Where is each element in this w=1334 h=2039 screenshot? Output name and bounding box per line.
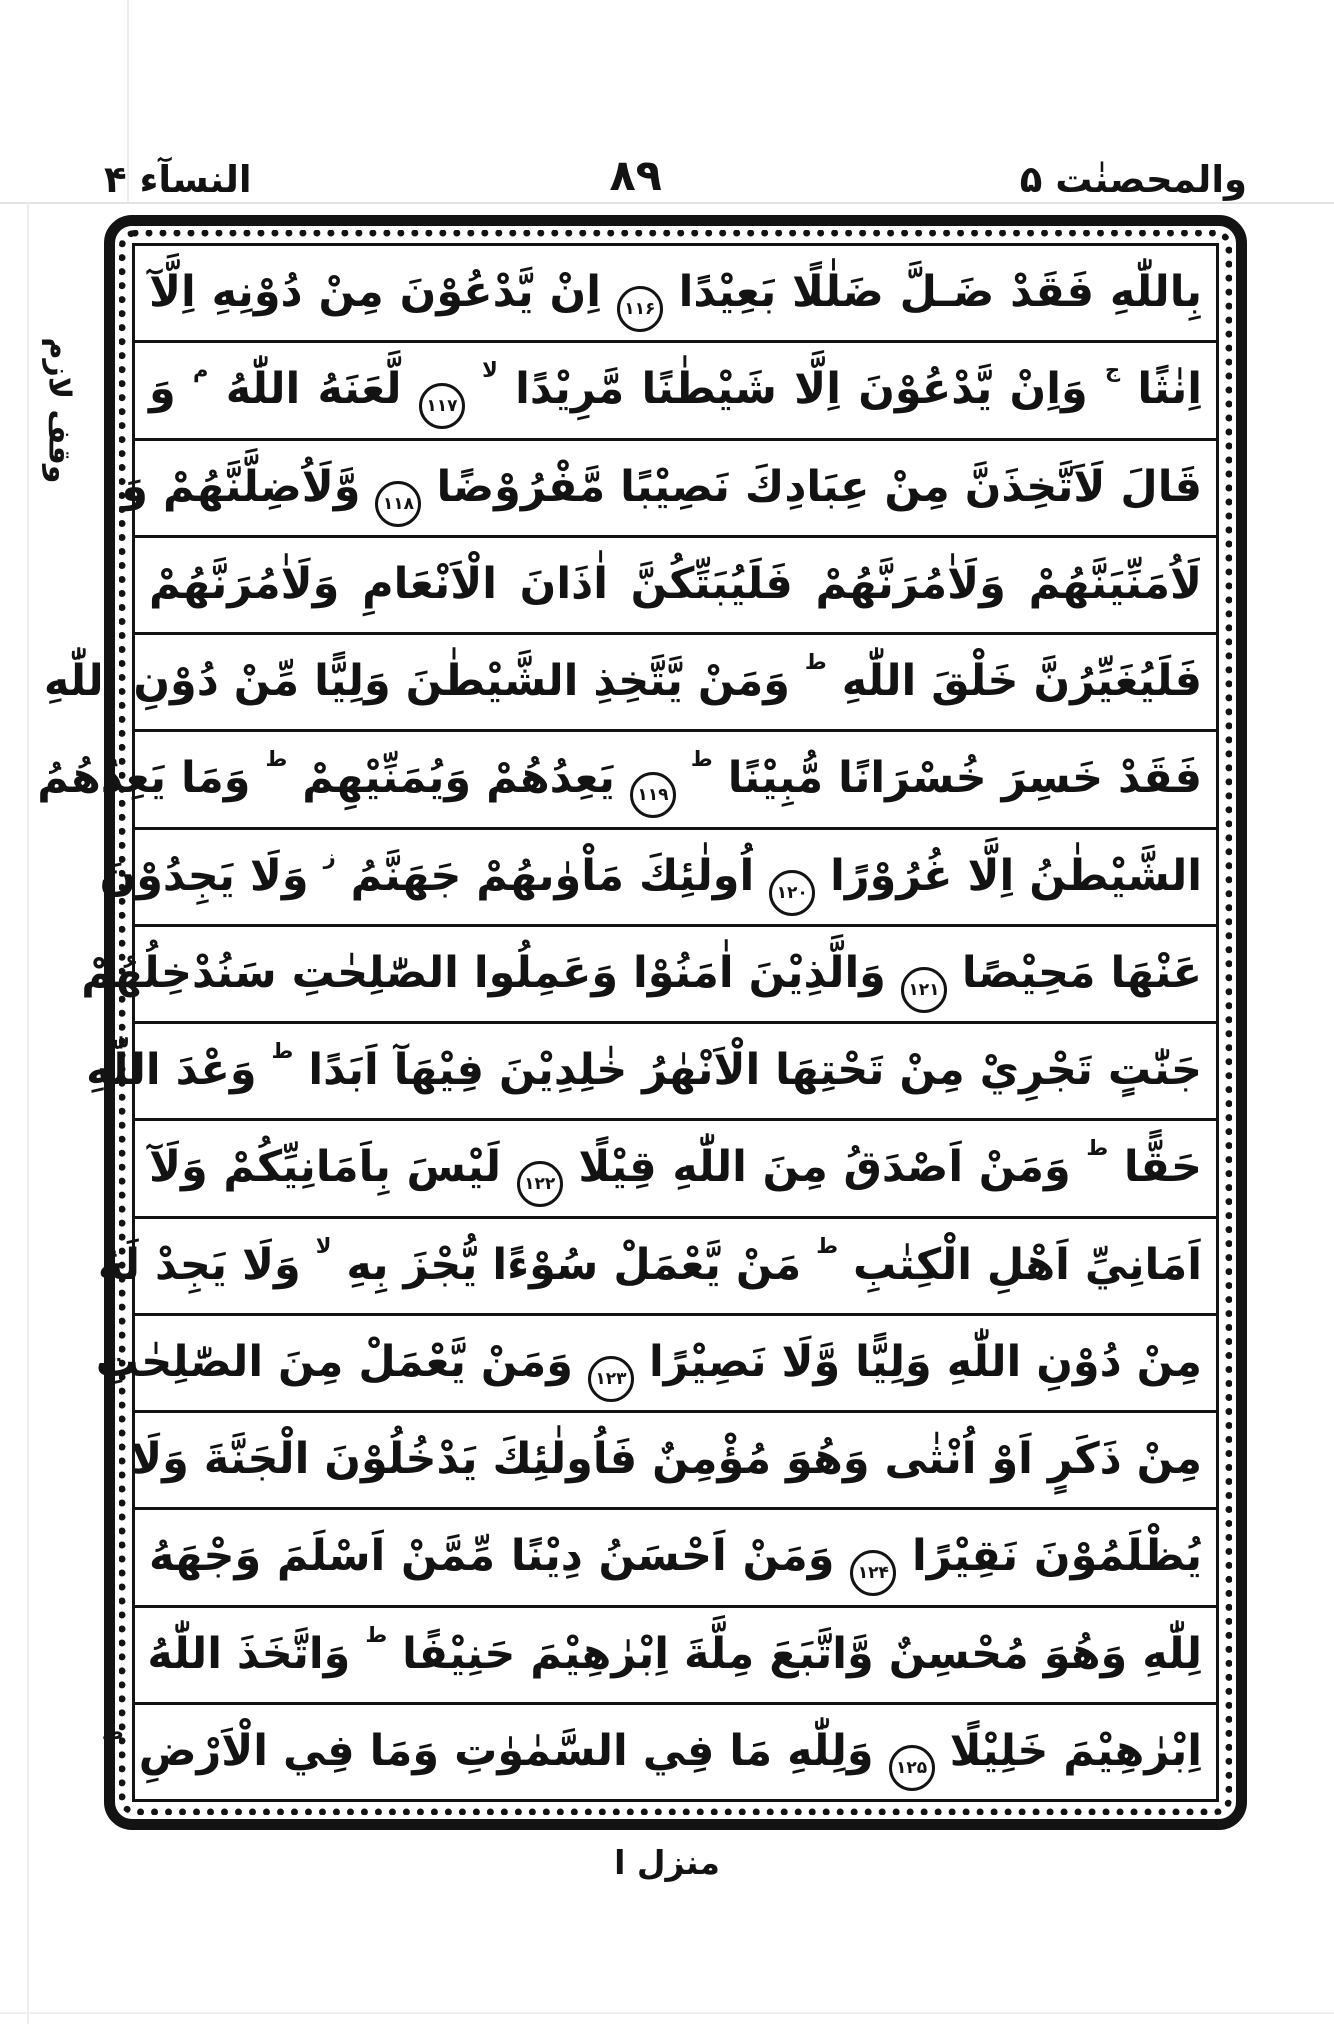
juz-name-label: والمحصنٰت ۵ — [1019, 158, 1247, 201]
ayah-number-marker: ۱۲۵ — [889, 1745, 935, 1791]
quran-line: اِبْرٰهِيْمَ خَلِيْلًا ۱۲۵ وَلِلّٰهِ مَا فِي السَّمٰوٰتِ وَمَا فِي الْاَرْضِ ط — [135, 1705, 1216, 1799]
margin-note-container — [6, 288, 112, 532]
quran-line: لِلّٰهِ وَهُوَ مُحْسِنٌ وَّاتَّبَعَ مِلَّةَ اِبْرٰهِيْمَ حَنِيْفًا ط وَاتَّخَذَ اللّٰهُ — [135, 1608, 1216, 1705]
ayah-number-marker: ۱۲۲ — [517, 1161, 563, 1207]
waqf-stop-sign: لا — [482, 358, 498, 383]
waqf-stop-sign: ط — [690, 747, 713, 772]
waqf-stop-sign: ط — [101, 1719, 124, 1744]
page-header — [104, 110, 1247, 201]
ayah-number-marker: ۱۲۰ — [769, 870, 815, 916]
surah-name-label: النسآء ۴ — [104, 158, 252, 201]
waqf-stop-sign: ط — [271, 1039, 294, 1063]
page-number: ۸۹ — [609, 151, 662, 201]
waqf-lazim-note: وقف لازم — [41, 336, 77, 484]
quran-line: فَقَدْ خَسِرَ خُسْرَانًا مُّبِيْنًا ط ۱۱۹ يَعِدُهُمْ وَيُمَنِّيْهِمْ ط وَمَا يَعِدُهُمُ — [135, 732, 1216, 829]
quran-line: لَاُمَنِّيَنَّهُمْ وَلَاٰمُرَنَّهُمْ فَلَيُبَتِّكُنَّ اٰذَانَ الْاَنْعَامِ وَلَاٰمُرَنَّهُمْ — [135, 538, 1216, 635]
quran-line: يُظْلَمُوْنَ نَقِيْرًا ۱۲۴ وَمَنْ اَحْسَنُ دِيْنًا مِّمَّنْ اَسْلَمَ وَجْهَهُ — [135, 1510, 1216, 1607]
manzil-label: منزل ا — [614, 1843, 720, 1882]
quran-line: عَنْهَا مَحِيْصًا ۱۲۱ وَالَّذِيْنَ اٰمَنُوْا وَعَمِلُوا الصّٰلِحٰتِ سَنُدْخِلُهُمْ — [135, 927, 1216, 1024]
quran-line: اِنٰثًا ج وَاِنْ يَّدْعُوْنَ اِلَّا شَيْطٰنًا مَّرِيْدًا لا ۱۱۷ لَّعَنَهُ اللّٰهُ م وَ — [135, 343, 1216, 440]
ayah-number-marker: ۱۲۱ — [901, 967, 947, 1013]
quran-line: مِنْ ذَكَرٍ اَوْ اُنْثٰى وَهُوَ مُؤْمِنٌ فَاُولٰئِكَ يَدْخُلُوْنَ الْجَنَّةَ وَلَا — [135, 1413, 1216, 1510]
waqf-stop-sign: ط — [1086, 1136, 1109, 1161]
quran-line: مِنْ دُوْنِ اللّٰهِ وَلِيًّا وَّلَا نَصِيْرًا ۱۲۳ وَمَنْ يَّعْمَلْ مِنَ الصّٰلِحٰتِ — [135, 1316, 1216, 1413]
ayah-number-marker: ۱۱۷ — [419, 383, 465, 429]
scan-edge-line-horizontal-top — [0, 202, 1334, 204]
quran-line: الشَّيْطٰنُ اِلَّا غُرُوْرًا ۱۲۰ اُولٰئِكَ مَاْوٰىهُمْ جَهَنَّمُ ز وَلَا يَجِدُوْنَ — [135, 830, 1216, 927]
quran-line: فَلَيُغَيِّرُنَّ خَلْقَ اللّٰهِ ط وَمَنْ يَّتَّخِذِ الشَّيْطٰنَ وَلِيًّا مِّنْ دُوْنِ اللّٰهِ — [135, 635, 1216, 732]
ayah-number-marker: ۱۱۹ — [630, 772, 676, 818]
quran-line: قَالَ لَاَتَّخِذَنَّ مِنْ عِبَادِكَ نَصِيْبًا مَّفْرُوْضًا ۱۱۸ وَّلَاُضِلَّنَّهُمْ وَ — [135, 441, 1216, 538]
ayah-number-marker: ۱۲۴ — [850, 1550, 896, 1596]
waqf-stop-sign: ز — [323, 844, 336, 869]
ayah-number-marker: ۱۱۶ — [617, 286, 663, 332]
waqf-stop-sign: ط — [265, 747, 288, 772]
quran-line: حَقًّا ط وَمَنْ اَصْدَقُ مِنَ اللّٰهِ قِيْلًا ۱۲۲ لَيْسَ بِاَمَانِيِّكُمْ وَلَآ — [135, 1121, 1216, 1218]
waqf-stop-sign: م — [193, 358, 209, 383]
quran-line: بِاللّٰهِ فَقَدْ ضَـلَّ ضَلٰلًا بَعِيْدًا ۱۱۶ اِنْ يَّدْعُوْنَ مِنْ دُوْنِهِ اِلَّآ — [135, 246, 1216, 343]
waqf-stop-sign: ط — [365, 1622, 388, 1647]
scan-edge-line-horizontal-bottom — [0, 2012, 1334, 2014]
quran-line: جَنّٰتٍ تَجْرِيْ مِنْ تَحْتِهَا الْاَنْهٰرُ خٰلِدِيْنَ فِيْهَآ اَبَدًا ط وَعْدَ اللّٰهِ — [135, 1024, 1216, 1121]
ayah-number-marker: ۱۲۳ — [588, 1356, 634, 1402]
waqf-stop-sign: ط — [816, 1233, 839, 1258]
waqf-stop-sign: ط — [804, 650, 827, 674]
ayah-number-marker: ۱۱۸ — [375, 481, 421, 527]
waqf-stop-sign: لا — [315, 1233, 332, 1258]
waqf-stop-sign: ج — [1104, 358, 1121, 383]
quran-line: اَمَانِيِّ اَهْلِ الْكِتٰبِ ط مَنْ يَّعْمَلْ سُوْءًا يُّجْزَ بِهِ لا وَلَا يَجِدْ لَهُ — [135, 1219, 1216, 1316]
